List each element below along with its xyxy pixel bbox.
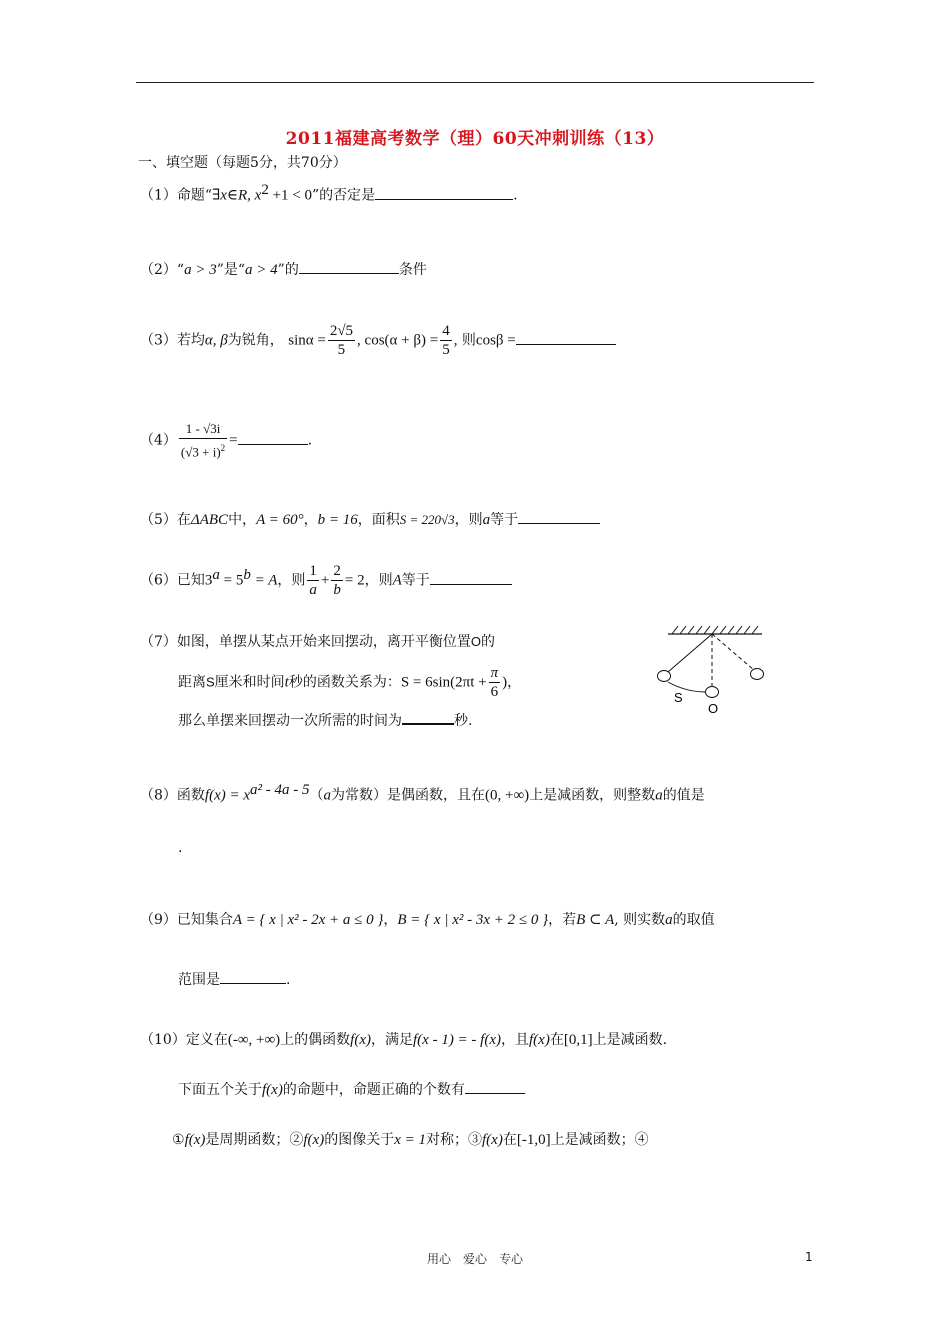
question-7-line-2: 距离S厘米和时间t秒的函数关系为：S = 6sin(2πt + $\frac{\pi}{6}$ )， [178,665,522,700]
pendulum-label-o: O [708,701,719,716]
question-1: （1）命题“∃x∈R, $x^2 +1 < 0$”的否定是 . [140,182,518,204]
answer-blank[interactable] [299,258,399,274]
answer-blank[interactable] [516,329,616,345]
question-7-line-3: 那么单摆来回摆动一次所需的时间为 秒. [178,708,472,731]
answer-blank[interactable] [430,569,512,585]
answer-blank[interactable] [465,1078,525,1094]
answer-blank[interactable] [238,429,308,445]
header-rule [136,82,814,83]
question-4: （4） $\frac{1 - √3i}{(√3 + i)^2}$ = . [140,421,313,460]
answer-blank[interactable] [375,184,513,200]
question-9-line-2: 范围是 . [178,968,290,990]
answer-blank[interactable] [220,968,286,984]
question-8: （8）函数$f(x) = x^{a^2 - 4a - 5}(a$为常数）是偶函数，且在(0, +∞)上是减函数，则整数a的值是 [140,782,705,804]
pendulum-label-s: S [674,690,683,705]
answer-blank[interactable] [402,708,454,725]
question-9: （9）已知集合A = { x | x² - 2x + a ≤ 0 }，B = { x | x² - 3x + 2 ≤ 0 }，若B ⊂ A, 则实数a的取值 [140,912,715,928]
pendulum-figure [650,622,770,726]
page-footer: 用心 爱心 专心 [426,1252,523,1266]
question-5: （5）在ΔABC中，A = 60°，b = 16，面积S = 220√3，则a等于 [140,508,600,530]
page-title: 2011福建高考数学（理）60天冲刺训练（13） [285,129,665,149]
page-number: 1 [805,1250,813,1264]
question-10: （10）定义在(-∞, +∞)上的偶函数f(x)，满足f(x - 1) = - f(x)，且f(x)在[0,1]上是减函数. [140,1032,668,1048]
question-2: （2）“a > 3”是“a > 4”的 条件 [140,258,427,280]
question-6: （6）已知$3^a = 5^b = A$，则 $\frac{1}{a}$ + $\frac{2}{b}$ = 2，则A等于 [140,562,512,599]
answer-blank[interactable] [518,508,600,524]
question-8-line-2: . [178,840,183,856]
question-3: （3）若均α, β为锐角， sinα = $\frac{2√5}{5}$ , cos(α + β) = $\frac{4}{5}$ , 则cosβ = [140,322,616,359]
question-7-line-1: （7）如图，单摆从某点开始来回摆动，离开平衡位置O的 [140,634,496,650]
section-heading: 一、填空题（每题5分，共70分） [138,155,347,171]
question-10-line-3: ①f(x)是周期函数；②f(x)的图像关于x = 1对称；③f(x)在[-1,0]上是减函数；④ [172,1132,649,1148]
question-10-line-2: 下面五个关于f(x)的命题中，命题正确的个数有 [178,1078,525,1100]
